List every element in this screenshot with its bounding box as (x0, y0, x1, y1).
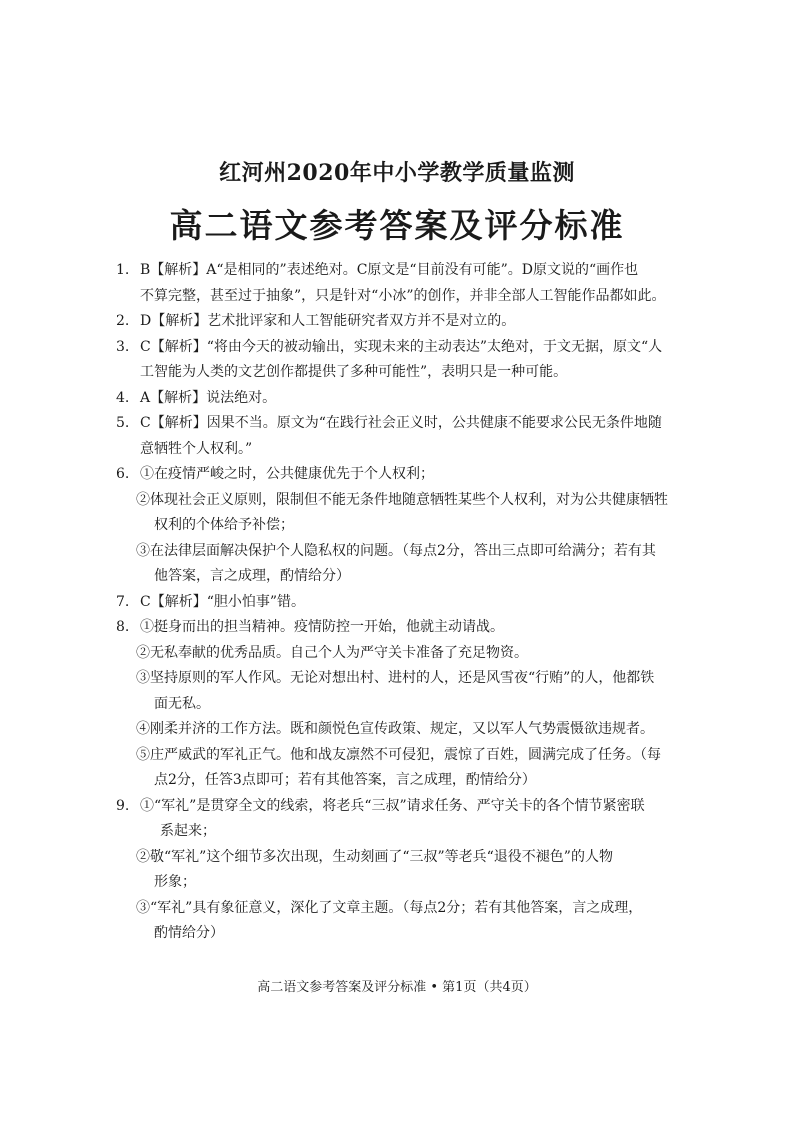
answer-line: 面无私。 (154, 695, 210, 712)
answer-line: 点2分，任答3点即可；若有其他答案，言之成理，酌情给分） (154, 772, 536, 788)
answer-line: 9. ①“军礼”是贯穿全文的线索，将老兵“三叔”请求任务、严守关卡的各个情节紧密联 (116, 794, 716, 820)
page-title: 高二语文参考答案及评分标准 (169, 206, 625, 245)
answer-line: 系起来； (160, 823, 216, 839)
answer-line: 7. C【解析】“胆小怕事”错。 (116, 590, 716, 616)
question-number: 1. (116, 262, 130, 278)
question-number: 8. (116, 619, 130, 635)
answer-line: ②敬“军礼”这个细节多次出现，生动刻画了“三叔”等老兵“退役不褪色”的人物 (136, 848, 613, 865)
answer-line: 1. B【解析】A“是相同的”表述绝对。C原文是“目前没有可能”。D原文说的“画作也 (116, 258, 716, 284)
answer-line: 权利的个体给予补偿； (154, 517, 294, 533)
answer-list (116, 258, 716, 947)
question-number: 5. (116, 415, 130, 431)
question-number: 6. (116, 466, 130, 482)
question-number: 4. (116, 389, 130, 406)
answer-line: 4. A【解析】说法绝对。 (116, 386, 716, 412)
answer-line: 5. C【解析】因果不当。原文为“在践行社会正义时，公共健康不能要求公民无条件地随 (116, 411, 716, 437)
question-number: 7. (116, 593, 130, 610)
answer-line: 形象； (154, 874, 196, 890)
question-number: 9. (116, 797, 130, 814)
question-number: 3. (116, 338, 130, 355)
answer-line: 意牺牲个人权利。” (140, 440, 253, 457)
answer-line: 不算完整，甚至过于抽象”，只是针对“小冰”的创作，并非全部人工智能作品都如此。 (140, 287, 666, 304)
answer-line: 他答案，言之成理，酌情给分） (154, 568, 350, 584)
answer-line: ⑤庄严威武的军礼正气。他和战友凛然不可侵犯，震惊了百姓，圆满完成了任务。（每 (136, 746, 661, 763)
answer-line: 8. ①挺身而出的担当精神。疫情防控一开始，他就主动请战。 (116, 615, 716, 641)
question-number: 2. (116, 313, 130, 329)
answer-line: ②无私奉献的优秀品质。自己个人为严守关卡准备了充足物资。 (136, 644, 528, 661)
answer-line: ③坚持原则的军人作风。无论对想出村、进村的人，还是风雪夜“行贿”的人，他都铁 (136, 670, 655, 686)
answer-line: 3. C【解析】“将由今天的被动输出，实现未来的主动表达”太绝对，于文无据，原文“人 (116, 335, 716, 361)
answer-line: ④刚柔并济的工作方法。既和颜悦色宣传政策、规定，又以军人气势震慑欲违规者。 (136, 721, 654, 737)
answer-line: ②体现社会正义原则，限制但不能无条件地随意牺牲某些个人权利，对为公共健康牺牲 (136, 491, 668, 508)
answer-line: 酌情给分） (154, 925, 224, 941)
answer-line: 6. ①在疫情严峻之时，公共健康优先于个人权利； (116, 462, 716, 488)
page-footer: 高二语文参考答案及评分标准 • 第1页（共4页） (257, 980, 537, 995)
answer-line: ③“军礼”具有象征意义，深化了文章主题。（每点2分；若有其他答案，言之成理， (136, 899, 643, 916)
answer-line: ③在法律层面解决保护个人隐私权的问题。（每点2分，答出三点即可给满分；若有其 (136, 542, 656, 559)
answer-line: 工智能为人类的文艺创作都提供了多种可能性”，表明只是一种可能。 (140, 364, 568, 380)
exam-header: 红河州2020年中小学教学质量监测 (219, 160, 575, 186)
answer-line: 2. D【解析】艺术批评家和人工智能研究者双方并不是对立的。 (116, 309, 716, 335)
